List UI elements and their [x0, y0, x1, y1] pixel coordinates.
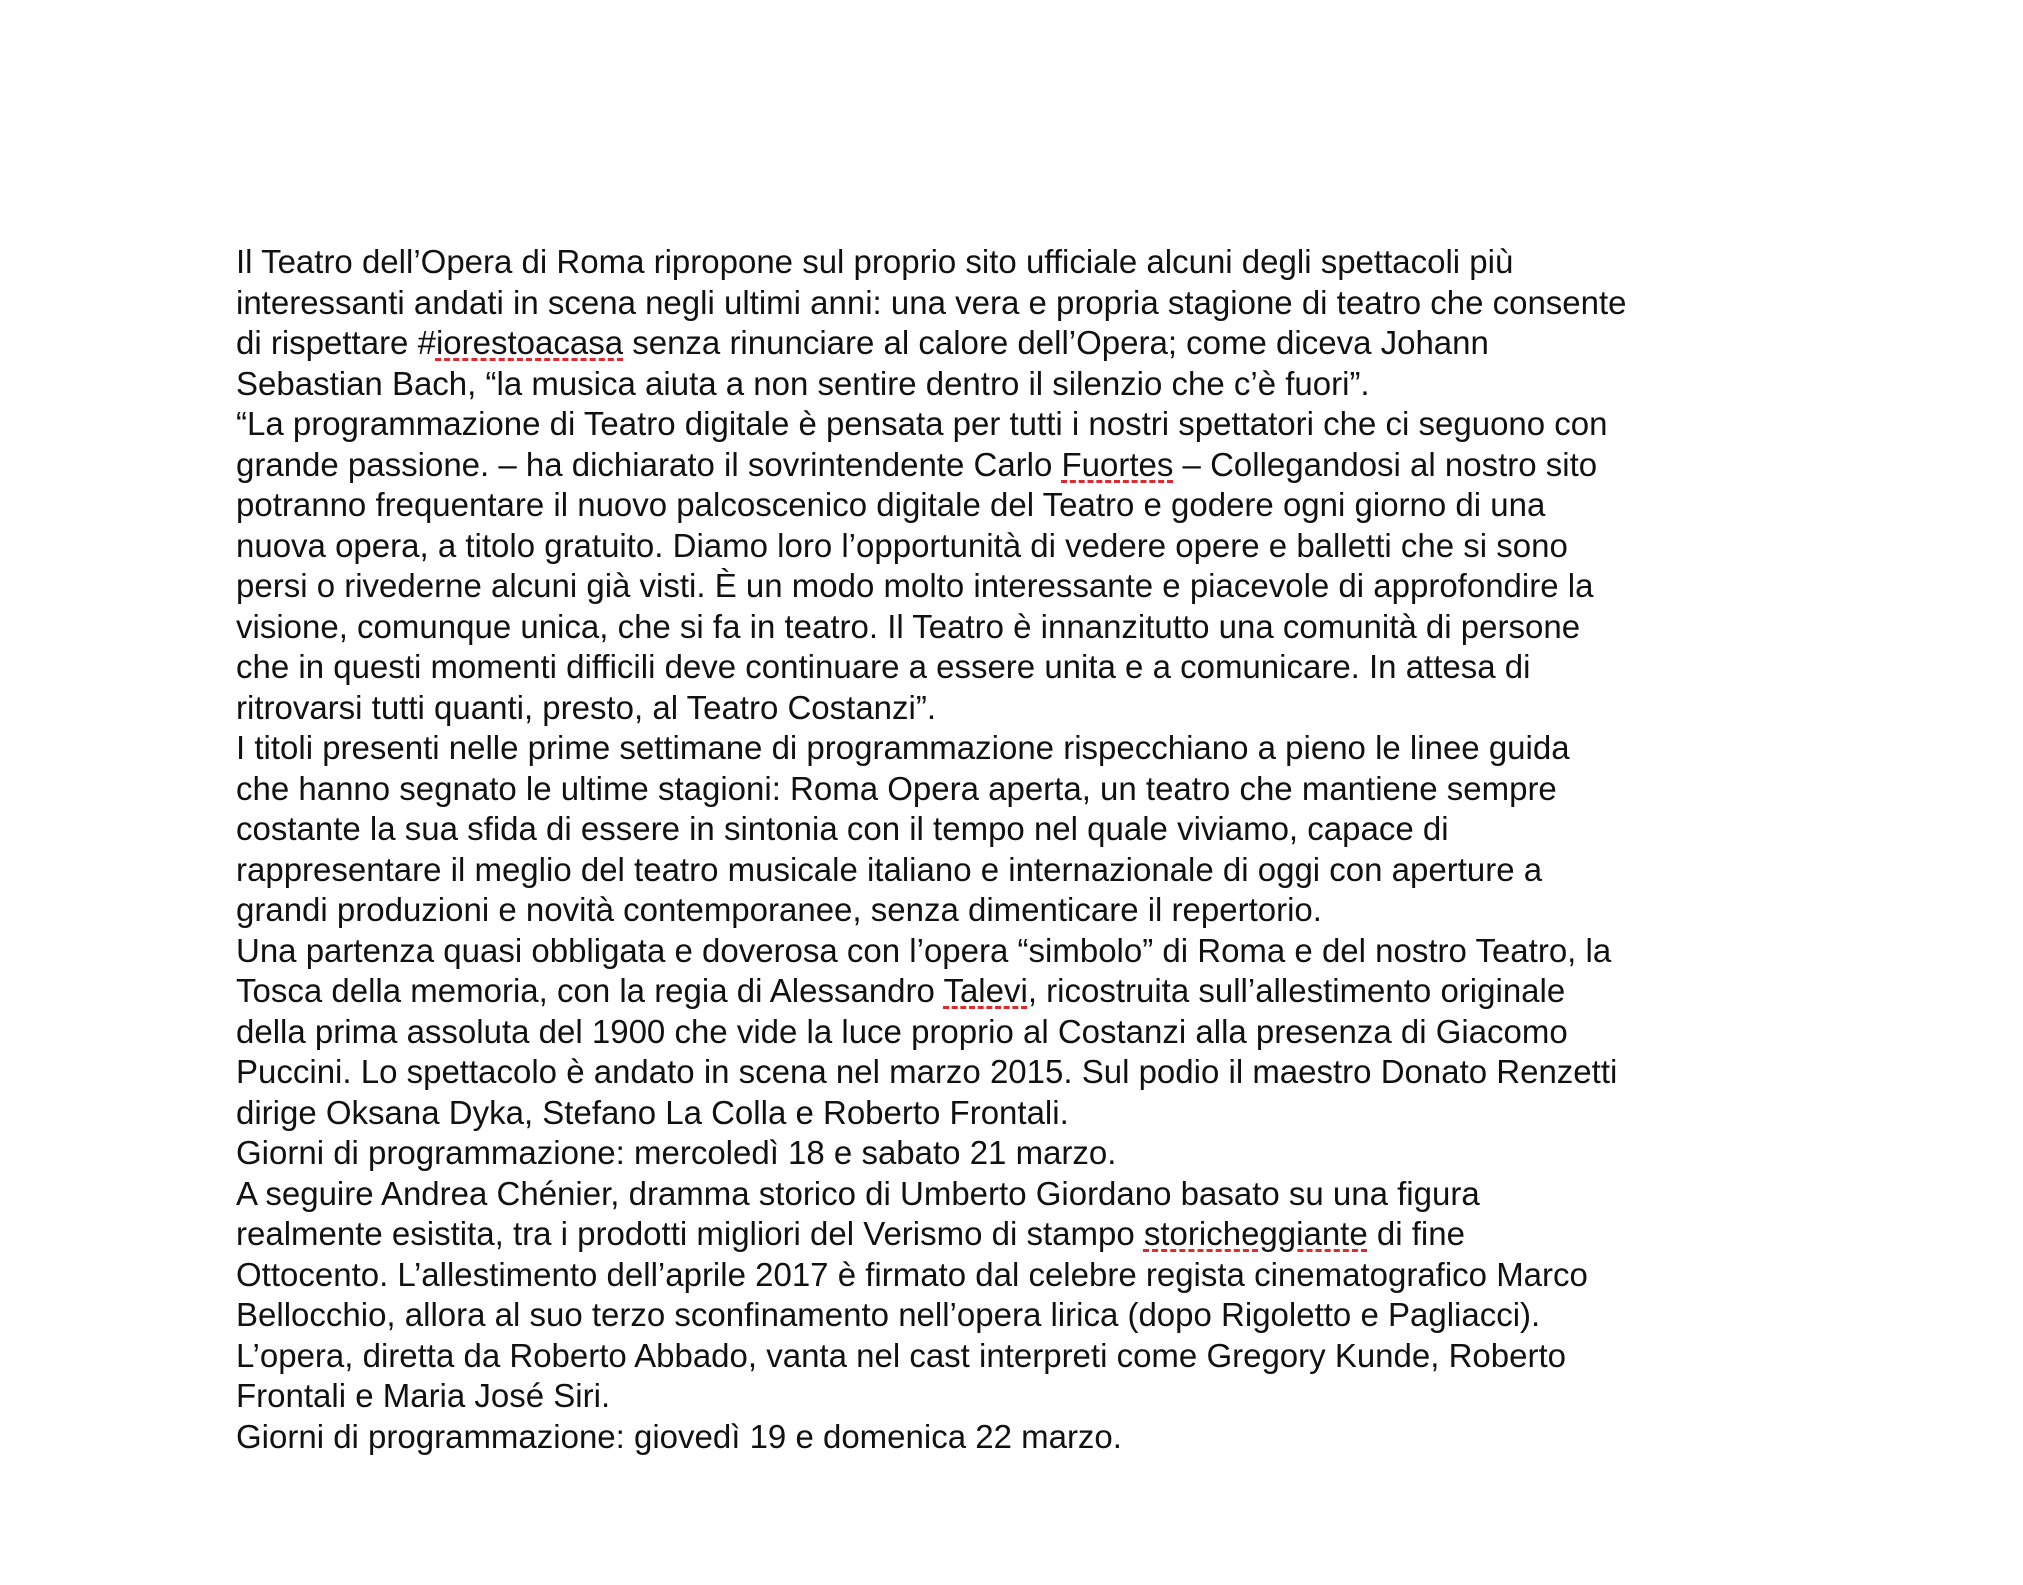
- text-line: [236, 850, 1896, 891]
- text-segment: di rispettare #: [236, 324, 436, 361]
- text-segment: persi o rivederne alcuni già visti. È un modo molto interessante e piacevole di approfondire la: [236, 567, 1594, 604]
- text-segment: realmente esistita, tra i prodotti migliori del Verismo di stampo: [236, 1215, 1144, 1252]
- text-line: [236, 647, 1896, 688]
- text-segment: Bellocchio, allora al suo terzo sconfinamento nell’opera lirica (dopo Rigoletto e Pagliacci).: [236, 1296, 1541, 1333]
- text-line: [236, 526, 1896, 567]
- text-line: [236, 485, 1896, 526]
- text-segment: che hanno segnato le ultime stagioni: Roma Opera aperta, un teatro che mantiene sempre: [236, 769, 1557, 807]
- text-segment: – Collegandosi al nostro sito: [1173, 445, 1598, 483]
- text-line: [236, 688, 1896, 729]
- text-segment: nuova opera, a titolo gratuito. Diamo loro l’opportunità di vedere opere e balletti che si sono: [236, 526, 1568, 564]
- text-line: [236, 931, 1896, 972]
- misspelled-word: Talevi: [943, 972, 1028, 1009]
- misspelled-word: Fuortes: [1061, 445, 1174, 483]
- document-body-text: [236, 242, 1896, 1457]
- text-line: [236, 1336, 1896, 1377]
- text-line: [236, 1376, 1896, 1417]
- text-segment: ritrovarsi tutti quanti, presto, al Teatro Costanzi”.: [236, 688, 937, 726]
- misspelled-word: iorestoacasa: [435, 324, 624, 361]
- text-segment: di fine: [1367, 1215, 1465, 1252]
- text-segment: della prima assoluta del 1900 che vide la luce proprio al Costanzi alla presenza di Giacomo: [236, 1012, 1568, 1050]
- text-line: [236, 1295, 1896, 1336]
- text-line: [236, 1417, 1896, 1458]
- misspelled-word: storicheggiante: [1143, 1215, 1368, 1252]
- text-segment: interessanti andati in scena negli ultimi anni: una vera e propria stagione di teatro che consente: [236, 283, 1627, 321]
- text-segment: dirige Oksana Dyka, Stefano La Colla e Roberto Frontali.: [236, 1093, 1069, 1131]
- text-segment: Sebastian Bach, “la musica aiuta a non sentire dentro il silenzio che c’è fuori”.: [236, 364, 1370, 402]
- text-line: [236, 1214, 1896, 1255]
- text-segment: Una partenza quasi obbligata e doverosa con l’opera “simbolo” di Roma e del nostro Teatro, la: [236, 931, 1612, 969]
- text-line: [236, 769, 1896, 810]
- text-line: [236, 728, 1896, 769]
- text-segment: senza rinunciare al calore dell’Opera; come diceva Johann: [623, 324, 1489, 361]
- text-line: [236, 607, 1896, 648]
- text-segment: Giorni di programmazione: giovedì 19 e domenica 22 marzo.: [236, 1417, 1122, 1455]
- text-line: [236, 890, 1896, 931]
- text-line: [236, 445, 1896, 486]
- text-segment: Tosca della memoria, con la regia di Alessandro: [236, 972, 944, 1009]
- text-line: [236, 1012, 1896, 1053]
- text-segment: potranno frequentare il nuovo palcoscenico digitale del Teatro e godere ogni giorno di una: [236, 486, 1546, 523]
- text-line: [236, 242, 1896, 283]
- text-line: [236, 971, 1896, 1012]
- text-line: [236, 364, 1896, 405]
- text-segment: che in questi momenti difficili deve continuare a essere unita e a comunicare. In attesa di: [236, 648, 1531, 685]
- text-line: [236, 1093, 1896, 1134]
- text-line: [236, 1133, 1896, 1174]
- text-segment: , ricostruita sull’allestimento originale: [1027, 972, 1566, 1009]
- text-segment: grande passione. – ha dichiarato il sovrintendente Carlo: [236, 445, 1062, 483]
- text-segment: costante la sua sfida di essere in sintonia con il tempo nel quale viviamo, capace di: [236, 810, 1449, 847]
- text-line: [236, 1255, 1896, 1296]
- text-segment: grandi produzioni e novità contemporanee, senza dimenticare il repertorio.: [236, 891, 1322, 928]
- text-line: [236, 566, 1896, 607]
- text-segment: Ottocento. L’allestimento dell’aprile 2017 è firmato dal celebre regista cinematografico Marco: [236, 1255, 1588, 1293]
- text-segment: visione, comunque unica, che si fa in teatro. Il Teatro è innanzitutto una comunità di persone: [236, 607, 1581, 645]
- text-segment: I titoli presenti nelle prime settimane di programmazione rispecchiano a pieno le linee guida: [236, 729, 1570, 766]
- text-segment: L’opera, diretta da Roberto Abbado, vanta nel cast interpreti come Gregory Kunde, Roberto: [236, 1336, 1566, 1374]
- text-segment: rappresentare il meglio del teatro musicale italiano e internazionale di oggi con aperture a: [236, 850, 1543, 888]
- text-line: [236, 323, 1896, 364]
- text-segment: “La programmazione di Teatro digitale è pensata per tutti i nostri spettatori che ci seguono con: [236, 405, 1608, 442]
- text-segment: Il Teatro dell’Opera di Roma ripropone sul proprio sito ufficiale alcuni degli spettacoli più: [236, 243, 1514, 280]
- text-line: [236, 283, 1896, 324]
- text-segment: Giorni di programmazione: mercoledì 18 e sabato 21 marzo.: [236, 1134, 1117, 1171]
- text-line: [236, 404, 1896, 445]
- text-line: [236, 1174, 1896, 1215]
- text-line: [236, 1052, 1896, 1093]
- text-segment: Frontali e Maria José Siri.: [236, 1377, 611, 1414]
- text-segment: A seguire Andrea Chénier, dramma storico di Umberto Giordano basato su una figura: [236, 1174, 1480, 1212]
- text-line: [236, 809, 1896, 850]
- text-segment: Puccini. Lo spettacolo è andato in scena nel marzo 2015. Sul podio il maestro Donato Renzetti: [236, 1053, 1618, 1090]
